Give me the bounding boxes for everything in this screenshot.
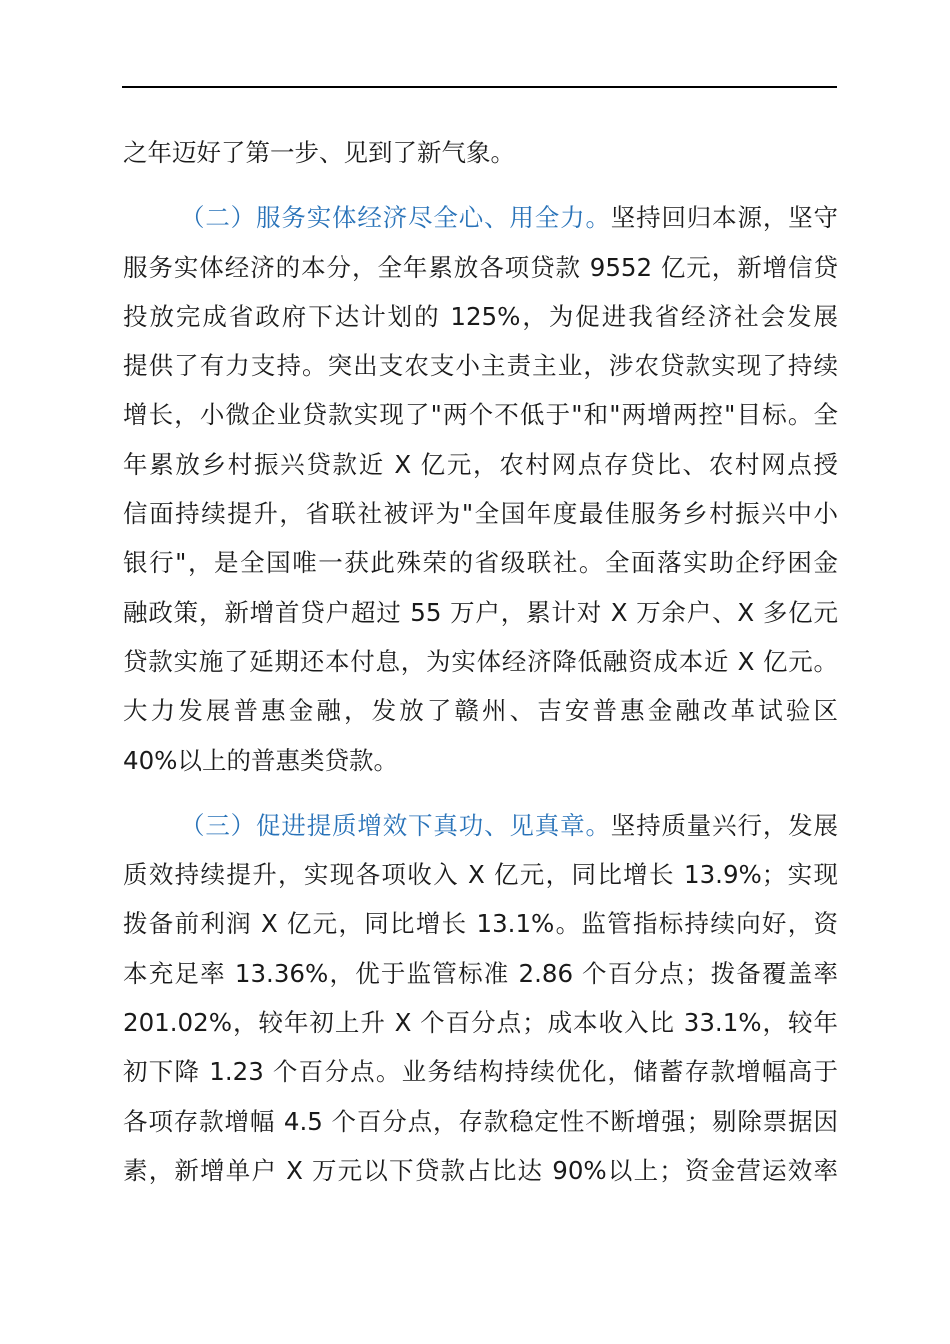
section-2-line: 贷款实施了延期还本付息，为实体经济降低融资成本近 X 亿元。: [123, 646, 838, 676]
section-2-line: 投放完成省政府下达计划的 125%，为促进我省经济社会发展: [123, 301, 838, 331]
section-3-line: 201.02%，较年初上升 X 个百分点；成本收入比 33.1%，较年: [123, 1008, 838, 1038]
section-3-line: 各项存款增幅 4.5 个百分点，存款稳定性不断增强；剔除票据因: [123, 1106, 838, 1136]
intro-line: 之年迈好了第一步、见到了新气象。: [123, 138, 515, 167]
header-rule: [122, 86, 837, 88]
paragraph-gap: [123, 177, 838, 193]
section-3-line: 本充足率 13.36%，优于监管标准 2.86 个百分点；拨备覆盖率: [123, 958, 838, 988]
section-2-line: 服务实体经济的本分，全年累放各项贷款 9552 亿元，新增信贷: [123, 252, 838, 282]
section-3-line: 初下降 1.23 个百分点。业务结构持续优化，储蓄存款增幅高于: [123, 1057, 838, 1087]
section-2-line: 大力发展普惠金融，发放了赣州、吉安普惠金融改革试验区: [123, 696, 838, 726]
section-2-line: 提供了有力支持。突出支农支小主责主业，涉农贷款实现了持续: [123, 351, 838, 381]
section-2-line: 银行"，是全国唯一获此殊荣的省级联社。全面落实助企纾困金: [123, 548, 838, 578]
section-3-line: 质效持续提升，实现各项收入 X 亿元，同比增长 13.9%；实现: [123, 860, 838, 890]
section-3-line: 素，新增单户 X 万元以下贷款占比达 90%以上；资金营运效率: [123, 1155, 838, 1185]
section-2-line: 信面持续提升，省联社被评为"全国年度最佳服务乡村振兴中小: [123, 499, 838, 529]
section-2-line: 增长，小微企业贷款实现了"两个不低于"和"两增两控"目标。全: [123, 400, 838, 430]
section-2-first-line: [123, 193, 838, 242]
document-body: [123, 128, 838, 1195]
section-2-line: 融政策，新增首贷户超过 55 万户，累计对 X 万余户、X 多亿元: [123, 597, 838, 627]
section-2-heading: （二）服务实体经济尽全心、用全力。: [180, 203, 611, 233]
section-3: [123, 801, 838, 1195]
section-2-line: 40%以上的普惠类贷款。: [123, 745, 398, 775]
section-3-heading: （三）促进提质增效下真功、见真章。: [180, 810, 611, 840]
section-3-text: 坚持质量兴行，发展: [610, 810, 839, 840]
paragraph-gap: [123, 785, 838, 801]
section-2: [123, 193, 838, 785]
section-3-line: 拨备前利润 X 亿元，同比增长 13.1%。监管指标持续向好，资: [123, 909, 838, 939]
section-3-first-line: [123, 801, 838, 850]
section-2-text: 坚持回归本源，坚守: [610, 203, 839, 233]
section-2-line: 年累放乡村振兴贷款近 X 亿元，农村网点存贷比、农村网点授: [123, 449, 838, 479]
